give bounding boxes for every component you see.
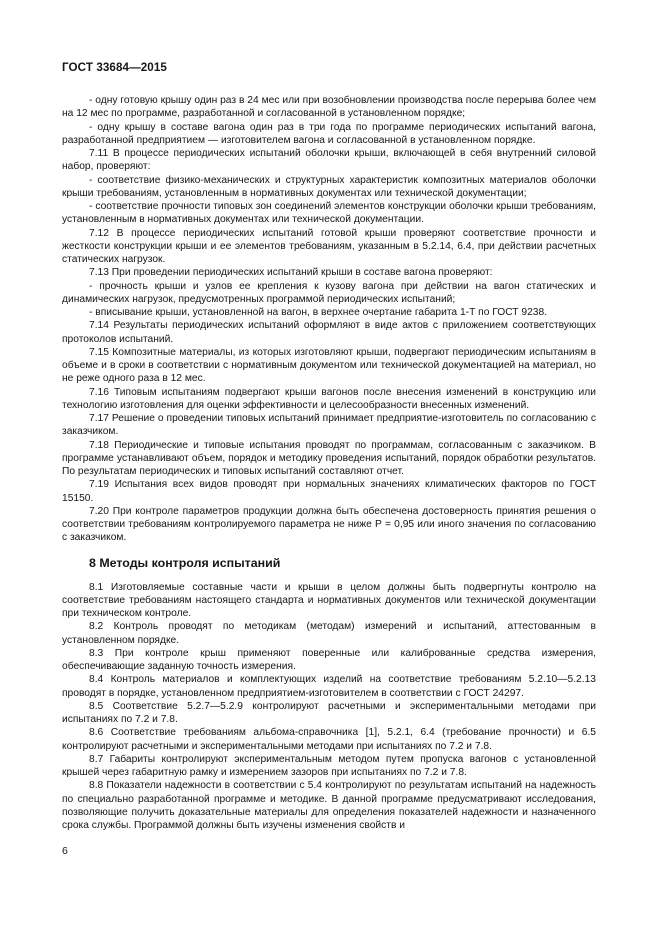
document-header: ГОСТ 33684—2015 bbox=[62, 61, 167, 74]
paragraph: 7.20 При контроле параметров продукции должна быть обеспечена достоверность принятия решения о соответствии требованиям контролируемого параметра не ниже Р = 0,95 или иного значения по согласованию с заказчиком. bbox=[62, 505, 596, 544]
paragraph: 8.2 Контроль проводят по методикам (методам) измерений и испытаний, аттестованным в установленном порядке. bbox=[62, 621, 596, 646]
paragraph: 8.7 Габариты контролируют экспериментальным методом путем пропуска вагонов с установленной крышей через габаритную рамку и измерением зазоров при испытаниях по 7.2 и 7.8. bbox=[62, 753, 596, 778]
paragraph: 7.11 В процессе периодических испытаний оболочки крыши, включающей в себя внутренний силовой набор, проверяют: bbox=[62, 148, 596, 173]
paragraph: 8.5 Соответствие 5.2.7—5.2.9 контролируют расчетными и экспериментальными методами при испытаниях по 7.2 и 7.8. bbox=[62, 700, 596, 725]
paragraph: 7.19 Испытания всех видов проводят при нормальных значениях климатических факторов по ГОСТ 15150. bbox=[62, 479, 596, 504]
paragraph: - соответствие прочности типовых зон соединений элементов конструкции оболочки крыши требованиям, установленным в нормативных документах или технической документации. bbox=[62, 201, 596, 226]
paragraph: 8.1 Изготовляемые составные части и крыши в целом должны быть подвергнуты контролю на соответствие требованиям настоящего стандарта и нормативных документов или технической документации при техническом контроле. bbox=[62, 581, 596, 619]
paragraph: 7.18 Периодические и типовые испытания проводят по программам, согласованным с заказчиком. В программе устанавливают объем, порядок и методику проведения испытаний, порядок обработки результатов. По результатам периодических и типовых испытаний составляют отчет. bbox=[62, 439, 596, 477]
paragraph: 7.13 При проведении периодических испытаний крыши в составе вагона проверяют: bbox=[89, 267, 493, 279]
paragraph: 7.16 Типовым испытаниям подвергают крыши вагонов после внесения изменений в конструкцию или технологию изготовления для оценки эффективности и целесообразности внесенных изменений. bbox=[62, 386, 596, 411]
paragraph: 8.6 Соответствие требованиям альбома-справочника [1], 5.2.1, 6.4 (требование прочности) и 6.5 контролируют расчетными и экспериментальными методами при испытаниях по 7.2 и 7.8. bbox=[62, 727, 596, 752]
paragraph: 8.8 Показатели надежности в соответствии с 5.4 контролируют по результатам испытаний на надежность по специально разработанной программе и методике. В данной программе предусматривают исследования, позволяющие получить доказательные материалы для определения показателей надежности и назначенного срока службы. Программой должны быть изучены изменения свойств и bbox=[62, 780, 596, 831]
section-title: 8 Методы контроля испытаний bbox=[89, 555, 281, 570]
paragraph: 8.4 Контроль материалов и комплектующих изделий на соответствие требованиям 5.2.10—5.2.13 проводят в порядке, установленном предприятием-изготовителем в соответствии с ГОСТ 24297. bbox=[62, 674, 596, 699]
paragraph: - одну крышу в составе вагона один раз в три года по программе периодических испытаний вагона, разработанной предприятием — изготовителем вагона и согласованной в установленном порядке. bbox=[62, 121, 596, 146]
paragraph: 7.12 В процессе периодических испытаний готовой крыши проверяют соответствие прочности и жесткости конструкции крыши и ее элементов требованиям, указанным в 5.2.14, 6.4, при действии расчетных статических нагрузок. bbox=[62, 227, 596, 265]
paragraph: - вписывание крыши, установленной на вагон, в верхнее очертание габарита 1-Т по ГОСТ 9238. bbox=[89, 307, 548, 318]
paragraph: 7.15 Композитные материалы, из которых изготовляют крыши, подвергают периодическим испытаниям в объеме и в сроки в соответствии с нормативным документом или технической документацией на материал, но не реже одного раза в 12 мес. bbox=[62, 346, 596, 385]
paragraph: 8.3 При контроле крыш применяют поверенные или калиброванные средства измерения, обеспечивающие заданную точность измерения. bbox=[62, 647, 596, 672]
paragraph: - прочность крыши и узлов ее крепления к кузову вагона при действии на вагон статических и динамических нагрузок, предусмотренных программой периодических испытаний; bbox=[62, 280, 596, 305]
paragraph: 7.17 Решение о проведении типовых испытаний принимает предприятие-изготовитель по согласованию с заказчиком. bbox=[62, 413, 596, 438]
paragraph: 7.14 Результаты периодических испытаний оформляют в виде актов с приложением соответствующих протоколов испытаний. bbox=[62, 320, 596, 345]
page-number: 6 bbox=[62, 845, 68, 857]
paragraph: - соответствие физико-механических и структурных характеристик композитных материалов оболочки крыши требованиям, установленным в нормативных документах или технической документации; bbox=[62, 174, 596, 199]
document-body bbox=[62, 94, 596, 832]
paragraph: - одну готовую крышу один раз в 24 мес или при возобновлении производства после перерыва более чем на 12 мес по программе, разработанной и согласованной в установленном порядке; bbox=[62, 95, 596, 120]
